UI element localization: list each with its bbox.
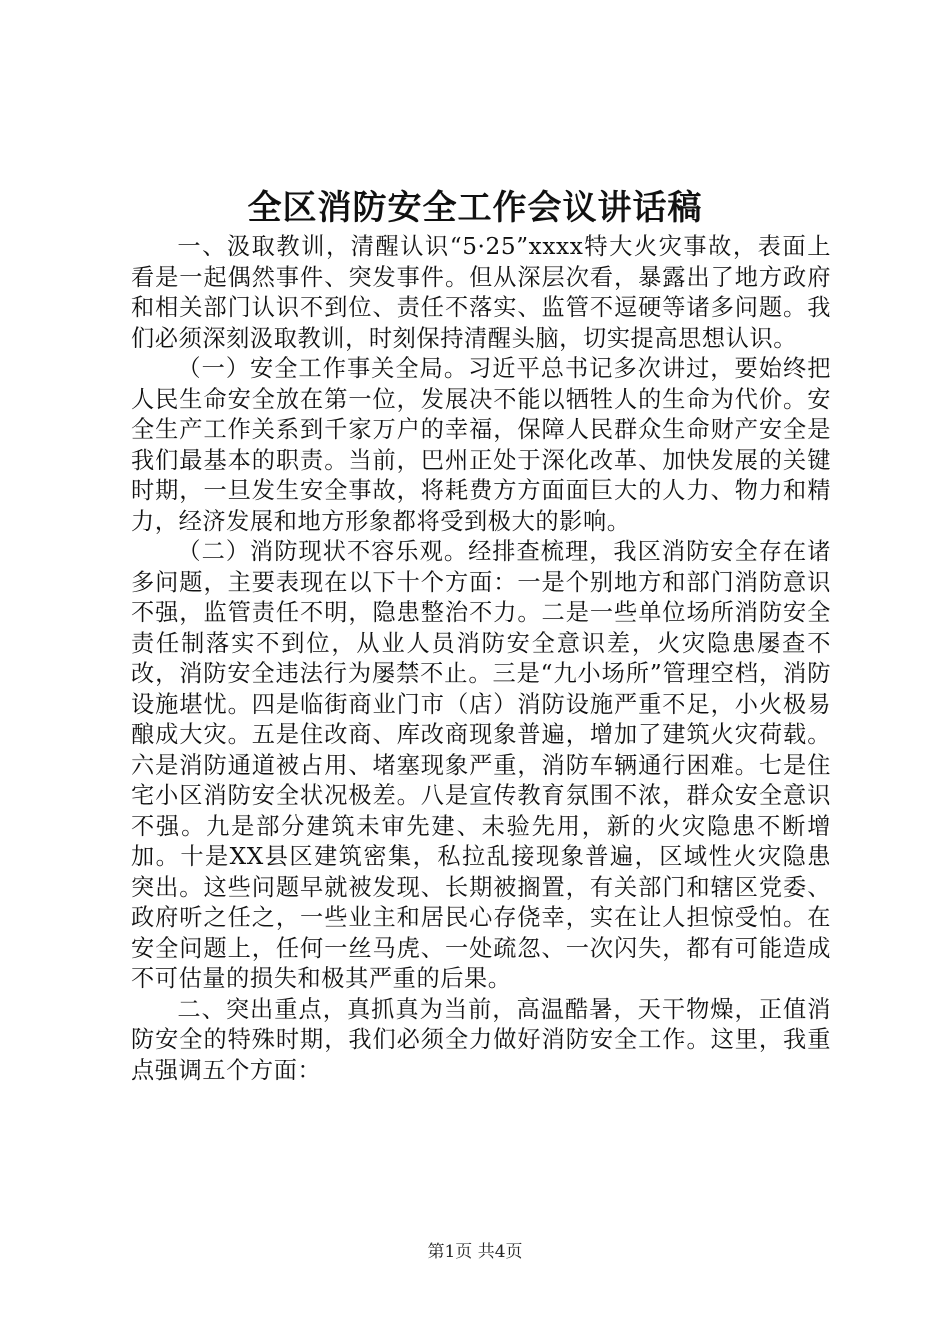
page-number-footer: 第1页 共4页 [427, 1242, 523, 1262]
paragraph-3: （二）消防现状不容乐观。经排查梳理，我区消防安全存在诸多问题，主要表现在以下十个方面：一是个别地方和部门消防意识不强，监管责任不明，隐患整治不力。二是一些单位场所消防安全责任制落实不到位，从业人员消防安全意识差，火灾隐患屡查不改，消防安全违法行为屡禁不止。三是“九小场所”管理空档，消防设施堪忧。四是临街商业门市（店）消防设施严重不足，小火极易酿成大灾。五是住改商、库改商现象普遍，增加了建筑火灾荷载。六是消防通道被占用、堵塞现象严重，消防车辆通行困难。七是住宅小区消防安全状况极差。八是宣传教育氛围不浓，群众安全意识不强。九是部分建筑未审先建、未验先用，新的火灾隐患不断增加。十是XX县区建筑密集，私拉乱接现象普遍，区域性火灾隐患突出。这些问题早就被发现、长期被搁置，有关部门和辖区党委、政府听之任之，一些业主和居民心存侥幸，实在让人担惊受怕。在安全问题上，任何一丝马虎、一处疏忽、一次闪失，都有可能造成不可估量的损失和极其严重的后果。 [131, 538, 831, 992]
paragraph-1: 一、汲取教训，清醒认识“5·25”xxxx特大火灾事故，表面上看是一起偶然事件、突发事件。但从深层次看，暴露出了地方政府和相关部门认识不到位、责任不落实、监管不逗硬等诸多问题。我们必须深刻汲取教训，时刻保持清醒头脑，切实提高思想认识。 [131, 233, 831, 352]
document-title: 全区消防安全工作会议讲话稿 [247, 188, 703, 228]
paragraph-2: （一）安全工作事关全局。习近平总书记多次讲过，要始终把人民生命安全放在第一位，发展决不能以牺牲人的生命为代价。安全生产工作关系到千家万户的幸福，保障人民群众生命财产安全是我们最基本的职责。当前，巴州正处于深化改革、加快发展的关键时期，一旦发生安全事故，将耗费方方面面巨大的人力、物力和精力，经济发展和地方形象都将受到极大的影响。 [131, 355, 831, 535]
document-body [131, 232, 831, 1086]
paragraph-4: 二、突出重点，真抓真为当前，高温酷暑，天干物燥，正值消防安全的特殊时期，我们必须全力做好消防安全工作。这里，我重点强调五个方面： [131, 995, 831, 1084]
